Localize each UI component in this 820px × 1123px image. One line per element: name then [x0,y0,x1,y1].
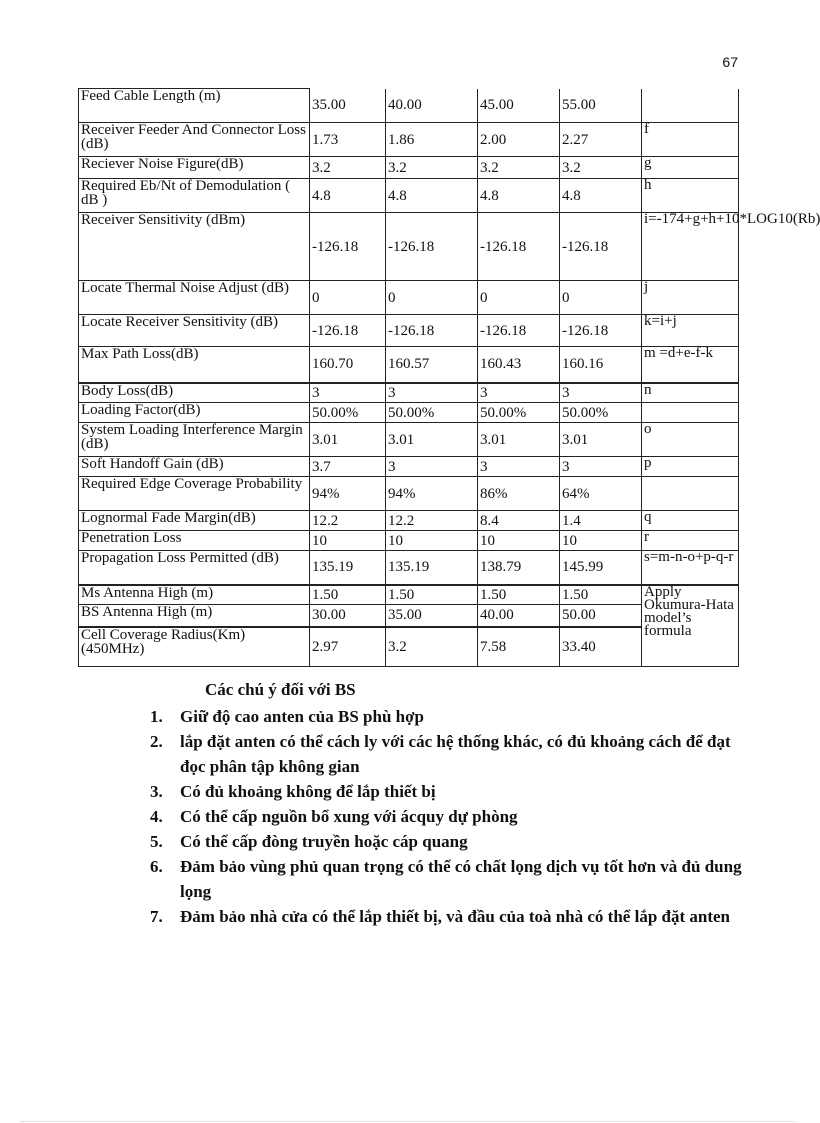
item-number: 4. [150,807,163,826]
value-cell: -126.18 [560,213,642,281]
value-cell: -126.18 [386,315,478,347]
value-cell: 12.2 [386,511,478,531]
value-cell: 3.01 [386,423,478,457]
note-cell: h [642,179,739,213]
value-cell: 3.7 [310,457,386,477]
value-cell: 45.00 [478,89,560,123]
note-cell: p [642,457,739,477]
value-cell: 3.2 [310,157,386,179]
value-cell: 2.97 [310,627,386,667]
item-text: Có thể cấp đòng truyền hoặc cáp quang [180,832,468,851]
note-cell: k=i+j [642,315,739,347]
row-label: Body Loss(dB) [79,383,310,403]
item-number: 1. [150,707,163,726]
value-cell: 4.8 [560,179,642,213]
value-cell: 7.58 [478,627,560,667]
list-item [150,779,750,804]
note-cell: s=m-n-o+p-q-r [642,551,739,585]
value-cell: 3.2 [478,157,560,179]
value-cell: 64% [560,477,642,511]
value-cell: 50.00% [386,403,478,423]
value-cell: 35.00 [310,89,386,123]
value-cell: 1.73 [310,123,386,157]
value-cell: 160.70 [310,347,386,383]
value-cell: 40.00 [478,605,560,627]
value-cell: 55.00 [560,89,642,123]
value-cell: 50.00% [560,403,642,423]
item-text: Đảm bảo nhà cửa có thể lắp thiết bị, và đầu của toà nhà có thể lắp đặt anten [180,907,731,926]
row-label: Locate Thermal Noise Adjust (dB) [79,281,310,315]
value-cell: 160.16 [560,347,642,383]
value-cell: 1.50 [310,585,386,605]
value-cell: 135.19 [386,551,478,585]
note-cell: j [642,281,739,315]
value-cell: 0 [310,281,386,315]
list-item [150,854,750,904]
value-cell: 3.2 [560,157,642,179]
row-label: Ms Antenna High (m) [79,585,310,605]
note-cell: m =d+e-f-k [642,347,739,383]
item-text: Có thể cấp nguồn bổ xung với ácquy dự phòng [180,807,518,826]
value-cell: 138.79 [478,551,560,585]
value-cell: 0 [560,281,642,315]
row-label: System Loading Interference Margin (dB) [79,423,310,457]
list-item [150,804,750,829]
row-label: BS Antenna High (m) [79,605,310,627]
value-cell: 40.00 [386,89,478,123]
link-budget-table [78,88,820,667]
item-text: Có đủ khoảng không để lắp thiết bị [180,782,436,801]
value-cell: 3 [560,383,642,403]
row-label: Required Edge Coverage Probability [79,477,310,511]
value-cell: 3.01 [560,423,642,457]
row-label: Required Eb/Nt of Demodulation ( dB ) [79,179,310,213]
value-cell: 1.4 [560,511,642,531]
value-cell: 1.50 [560,585,642,605]
row-label: Propagation Loss Permitted (dB) [79,551,310,585]
value-cell: 8.4 [478,511,560,531]
value-cell: -126.18 [478,315,560,347]
value-cell: 30.00 [310,605,386,627]
note-cell: q [642,511,739,531]
value-cell: 50.00% [310,403,386,423]
row-label: Loading Factor(dB) [79,403,310,423]
value-cell: 135.19 [310,551,386,585]
item-text: Đảm bảo vùng phủ quan trọng có thể có chất lọng dịch vụ tốt hơn và đủ dung lọng [180,857,742,901]
note-cell: g [642,157,739,179]
value-cell: 4.8 [310,179,386,213]
value-cell: 86% [478,477,560,511]
item-number: 3. [150,782,163,801]
footer-divider [20,1121,796,1122]
value-cell: 10 [560,531,642,551]
row-label: Lognormal Fade Margin(dB) [79,511,310,531]
value-cell: -126.18 [310,315,386,347]
row-label: Penetration Loss [79,531,310,551]
row-label: Receiver Sensitivity (dBm) [79,213,310,281]
list-item [150,904,750,929]
value-cell: 10 [386,531,478,551]
value-cell: 1.50 [386,585,478,605]
row-label: Soft Handoff Gain (dB) [79,457,310,477]
row-label: Cell Coverage Radius(Km)(450MHz) [79,627,310,667]
value-cell: 4.8 [386,179,478,213]
value-cell: 2.27 [560,123,642,157]
value-cell: 160.43 [478,347,560,383]
value-cell: 12.2 [310,511,386,531]
value-cell: 3.2 [386,157,478,179]
value-cell: 3.01 [478,423,560,457]
note-cell [642,477,739,511]
row-label: Max Path Loss(dB) [79,347,310,383]
item-text: Giữ độ cao anten của BS phù hợp [180,707,424,726]
value-cell: 160.57 [386,347,478,383]
item-number: 7. [150,907,163,926]
value-cell: 10 [478,531,560,551]
value-cell: 33.40 [560,627,642,667]
note-cell: i=-174+g+h+10*LOG10(Rb) [642,213,739,281]
value-cell: -126.18 [560,315,642,347]
value-cell: 94% [386,477,478,511]
note-cell: o [642,423,739,457]
value-cell: 3.01 [310,423,386,457]
note-cell: n [642,383,739,403]
notes-heading: Các chú ý đối với BS [205,680,356,699]
value-cell: 50.00% [478,403,560,423]
item-text: lắp đặt anten có thể cách ly với các hệ thống khác, có đủ khoảng cách để đạt đọc phân tập không gian [180,732,731,776]
row-label: Feed Cable Length (m) [79,89,310,123]
value-cell: -126.18 [478,213,560,281]
row-label: Locate Receiver Sensitivity (dB) [79,315,310,347]
value-cell: 50.00 [560,605,642,627]
value-cell: -126.18 [386,213,478,281]
page-number: 67 [722,54,738,70]
note-cell: r [642,531,739,551]
notes-list [150,704,750,929]
value-cell: 3 [478,457,560,477]
item-number: 2. [150,732,163,751]
value-cell: 94% [310,477,386,511]
value-cell: 145.99 [560,551,642,585]
item-number: 6. [150,857,163,876]
value-cell: 3 [560,457,642,477]
value-cell: 1.86 [386,123,478,157]
value-cell: -126.18 [310,213,386,281]
value-cell: 3 [478,383,560,403]
value-cell: 3 [386,457,478,477]
value-cell: 0 [386,281,478,315]
note-cell-merged: Apply Okumura-Hata model’s formula [642,585,739,667]
list-item [150,829,750,854]
value-cell: 4.8 [478,179,560,213]
note-cell [642,89,739,123]
value-cell: 3 [310,383,386,403]
list-item [150,704,750,729]
list-item [150,729,750,779]
value-cell: 2.00 [478,123,560,157]
value-cell: 3.2 [386,627,478,667]
note-cell: f [642,123,739,157]
value-cell: 10 [310,531,386,551]
value-cell: 35.00 [386,605,478,627]
row-label: Reciever Noise Figure(dB) [79,157,310,179]
row-label: Receiver Feeder And Connector Loss (dB) [79,123,310,157]
note-cell [642,403,739,423]
item-number: 5. [150,832,163,851]
value-cell: 1.50 [478,585,560,605]
value-cell: 3 [386,383,478,403]
value-cell: 0 [478,281,560,315]
